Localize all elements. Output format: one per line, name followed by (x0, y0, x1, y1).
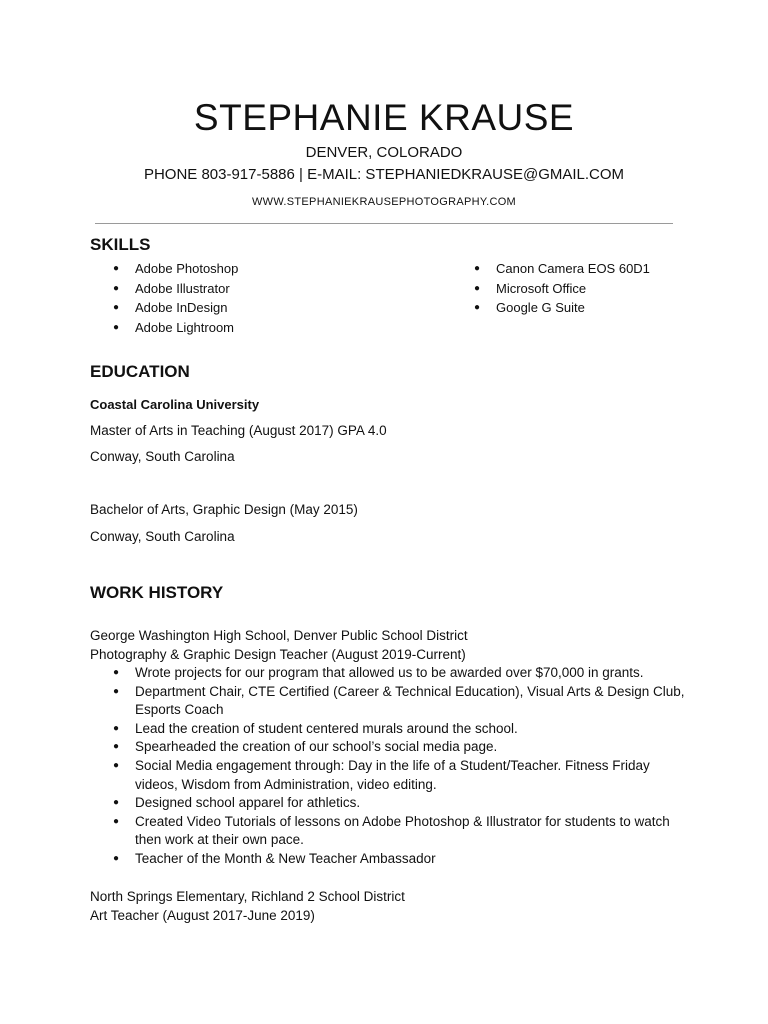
skills-list-right (451, 259, 650, 318)
bullet-icon: ● (113, 797, 120, 809)
bullet-icon: ● (474, 263, 481, 274)
bullet-icon: ● (113, 302, 120, 314)
contact-line: PHONE 803-917-5886 | E-MAIL: STEPHANIEDKRAUSE@GMAIL.COM (143, 166, 625, 183)
candidate-location: DENVER, COLORADO (305, 144, 463, 161)
bullet-icon: ● (113, 685, 120, 697)
degree-masters-location: Conway, South Carolina (90, 449, 235, 464)
job2-title: Art Teacher (August 2017-June 2019) (90, 908, 315, 923)
degree-bachelors-location: Conway, South Carolina (90, 529, 235, 544)
list-item: ● Created Video Tutorials of lessons on Adobe Photoshop & Illustrator for students to watch then work at their own pace. (113, 813, 670, 848)
list-item: ● Department Chair, CTE Certified (Career & Technical Education), Visual Arts & Design Club, Esports Coach (113, 683, 685, 718)
skill-item: ● Microsoft Office (451, 279, 650, 299)
list-item: ● Social Media engagement through: Day in the life of a Student/Teacher. Fitness Friday videos, Wisdom from Administration, video editing. (113, 757, 650, 792)
skill-item: ● Canon Camera EOS 60D1 (451, 259, 650, 279)
job1-title: Photography & Graphic Design Teacher (August 2019-Current) (90, 647, 466, 662)
job2-employer: North Springs Elementary, Richland 2 School District (90, 889, 405, 904)
job1-duties (90, 664, 690, 869)
header-divider (95, 223, 673, 224)
work-history-heading: WORK HISTORY (90, 583, 224, 602)
bullet-icon: ● (113, 263, 120, 274)
bullet-icon: ● (474, 282, 481, 294)
bullet-icon: ● (113, 722, 120, 734)
skill-item: ● Adobe Photoshop (90, 259, 238, 279)
bullet-icon: ● (113, 815, 120, 827)
school-name: Coastal Carolina University (90, 397, 260, 412)
list-item: ● Teacher of the Month & New Teacher Ambassador (90, 850, 690, 869)
skill-item: ● Adobe InDesign (90, 298, 238, 318)
education-heading: EDUCATION (90, 362, 190, 381)
bullet-icon: ● (113, 852, 120, 864)
skill-item: ● Adobe Illustrator (90, 279, 238, 299)
list-item: ● Designed school apparel for athletics. (90, 794, 690, 813)
bullet-icon: ● (113, 321, 120, 333)
degree-masters: Master of Arts in Teaching (August 2017) GPA 4.0 (90, 423, 387, 438)
list-item: ● Spearheaded the creation of our school’s social media page. (90, 738, 690, 757)
bullet-icon: ● (113, 282, 120, 294)
degree-bachelors: Bachelor of Arts, Graphic Design (May 2015) (90, 502, 358, 517)
skills-list-left (90, 259, 238, 337)
skill-item: ● Adobe Lightroom (90, 318, 238, 338)
list-item: ● Wrote projects for our program that allowed us to be awarded over $70,000 in grants. (90, 664, 690, 683)
skill-item: ● Google G Suite (451, 298, 650, 318)
bullet-icon: ● (474, 302, 481, 314)
website-link[interactable]: WWW.STEPHANIEKRAUSEPHOTOGRAPHY.COM (251, 196, 517, 208)
bullet-icon: ● (113, 667, 120, 678)
bullet-icon: ● (113, 759, 120, 771)
bullet-icon: ● (113, 741, 120, 753)
list-item: ● Lead the creation of student centered murals around the school. (90, 720, 690, 739)
job1-employer: George Washington High School, Denver Public School District (90, 628, 468, 643)
skills-heading: SKILLS (90, 235, 151, 254)
candidate-name: STEPHANIE KRAUSE (193, 97, 575, 138)
